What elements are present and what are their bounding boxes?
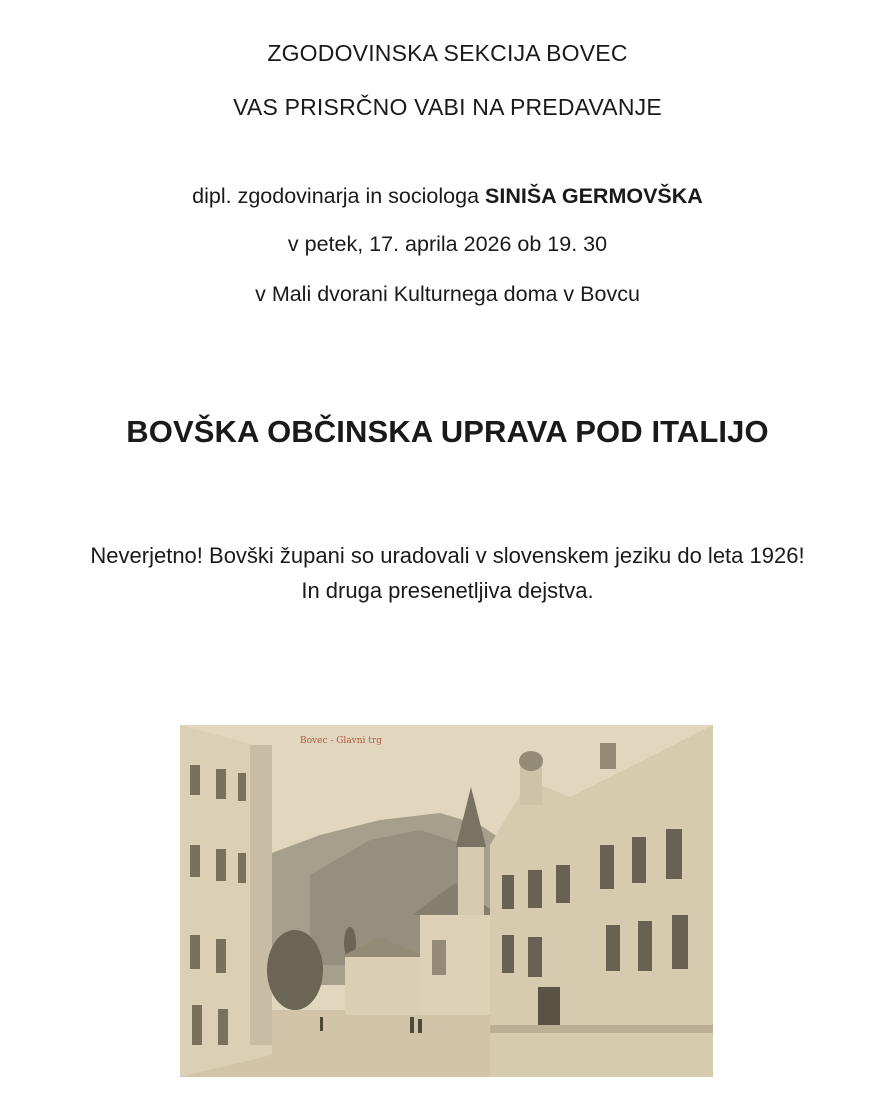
lecture-description: Neverjetno! Bovški župani so uradovali v slovenskem jeziku do leta 1926! In druga presenetljiva dejstva. bbox=[90, 543, 805, 603]
speaker-name: SINIŠA GERMOVŠKA bbox=[485, 184, 703, 208]
historic-postcard-photo bbox=[180, 725, 713, 1077]
speaker-prefix: dipl. zgodovinarja in sociologa bbox=[192, 184, 485, 208]
postcard-caption: Bovec - Glavni trg bbox=[300, 736, 382, 746]
postcard-illustration bbox=[180, 725, 713, 1077]
organization-name: ZGODOVINSKA SEKCIJA BOVEC bbox=[267, 40, 628, 66]
event-datetime: v petek, 17. aprila 2026 ob 19. 30 bbox=[287, 232, 608, 256]
sepia-tint bbox=[180, 725, 713, 1077]
speaker-line bbox=[0, 184, 895, 209]
invitation-line: VAS PRISRČNO VABI NA PREDAVANJE bbox=[233, 94, 662, 120]
event-venue: v Mali dvorani Kulturnega doma v Bovcu bbox=[255, 282, 640, 306]
lecture-title: BOVŠKA OBČINSKA UPRAVA POD ITALIJO bbox=[126, 414, 769, 449]
